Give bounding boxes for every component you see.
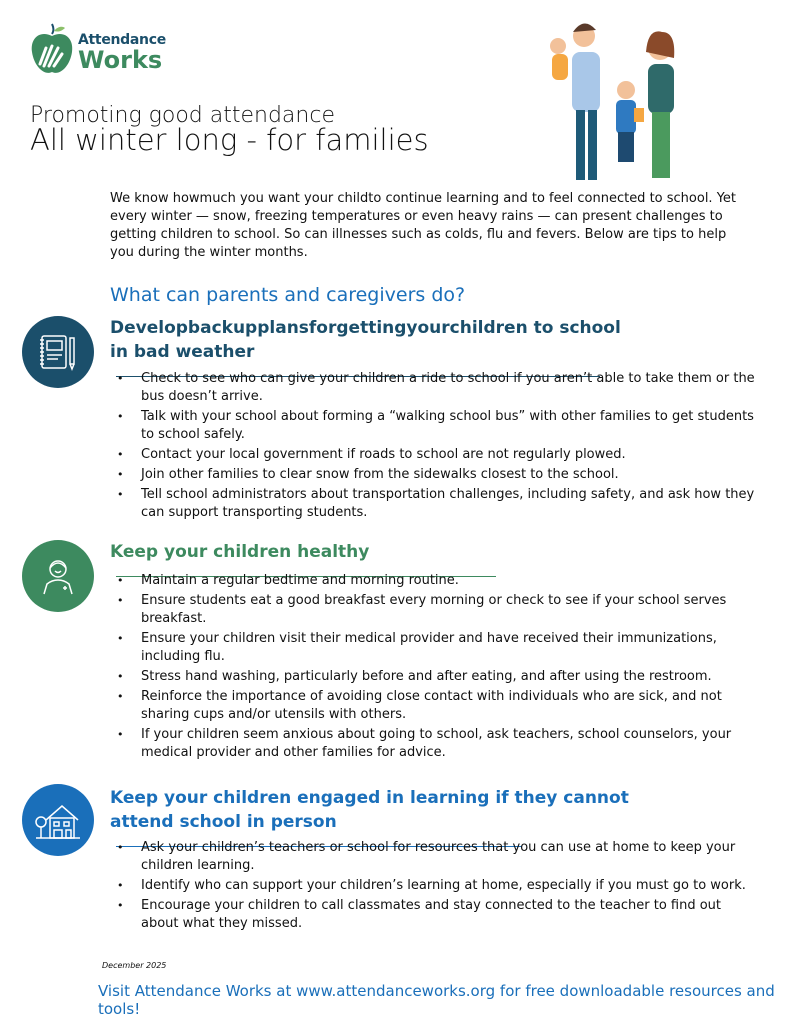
family-illustration — [540, 14, 700, 186]
house-icon — [22, 784, 94, 856]
healthy-tips-list — [117, 572, 762, 764]
list-item: • Maintain a regular bedtime and morning routine. — [117, 572, 762, 590]
logo-line2: Works — [78, 46, 163, 74]
intro-paragraph: We know howmuch you want your childto continue learning and to feel connected to school. Yet every winter — snow, freezing temperatures or even heavy rains — can present challenges to getting children to school. So can illnesses such as colds, flu and fevers. Below are tips to help you during the winter months. — [110, 191, 737, 260]
logo-line1: Attendance — [78, 32, 166, 48]
bad-weather-tips-list — [117, 370, 762, 524]
list-item: • If your children seem anxious about going to school, ask teachers, school counselors, your medical provider and other families for advice. — [117, 726, 762, 762]
list-item: • Join other families to clear snow from the sidewalks closest to the school. — [117, 466, 762, 484]
learning-tips-list — [117, 839, 762, 935]
notebook-pencil-icon — [22, 316, 94, 388]
apple-hand-icon — [30, 22, 74, 76]
list-item: • Ensure your children visit their medical provider and have received their immunizations, including flu. — [117, 630, 762, 666]
list-item: • Stress hand washing, particularly before and after eating, and after using the restroom. — [117, 668, 762, 686]
page-title: All winter long - for families — [30, 123, 429, 157]
list-item: • Check to see who can give your children a ride to school if you aren’t able to take them or the bus doesn’t arrive. — [117, 370, 762, 406]
section-heading-bad-weather: Developbackupplansforgettingyourchildren to school in bad weather — [110, 316, 742, 388]
section-heading-healthy: Keep your children healthy — [110, 540, 742, 588]
footer-link-text[interactable]: Visit Attendance Works at www.attendanceworks.org for free downloadable resources and tools! — [98, 982, 775, 1018]
attendance-works-logo — [30, 22, 170, 78]
page-subtitle: Promoting good attendance — [30, 103, 335, 128]
publication-date: December 2025 — [102, 961, 167, 970]
list-item: • Reinforce the importance of avoiding close contact with individuals who are sick, and not sharing cups and/or utensils with others. — [117, 688, 762, 724]
list-item: • Ensure students eat a good breakfast every morning or check to see if your school serves breakfast. — [117, 592, 762, 628]
nurse-icon — [22, 540, 94, 612]
list-item: • Ask your children’s teachers or school for resources that you can use at home to keep your children learning. — [117, 839, 762, 875]
section-question-heading: What can parents and caregivers do? — [110, 284, 466, 306]
section-heading-learning: Keep your children engaged in learning if they cannot attend school in person — [110, 786, 742, 858]
list-item: • Encourage your children to call classmates and stay connected to the teacher to find out about what they missed. — [117, 897, 762, 933]
list-item: • Identify who can support your children’s learning at home, especially if you must go to work. — [117, 877, 762, 895]
list-item: • Tell school administrators about transportation challenges, including safety, and ask how they can support transporting students. — [117, 486, 762, 522]
list-item: • Contact your local government if roads to school are not regularly plowed. — [117, 446, 762, 464]
list-item: • Talk with your school about forming a “walking school bus” with other families to get students to school safely. — [117, 408, 762, 444]
